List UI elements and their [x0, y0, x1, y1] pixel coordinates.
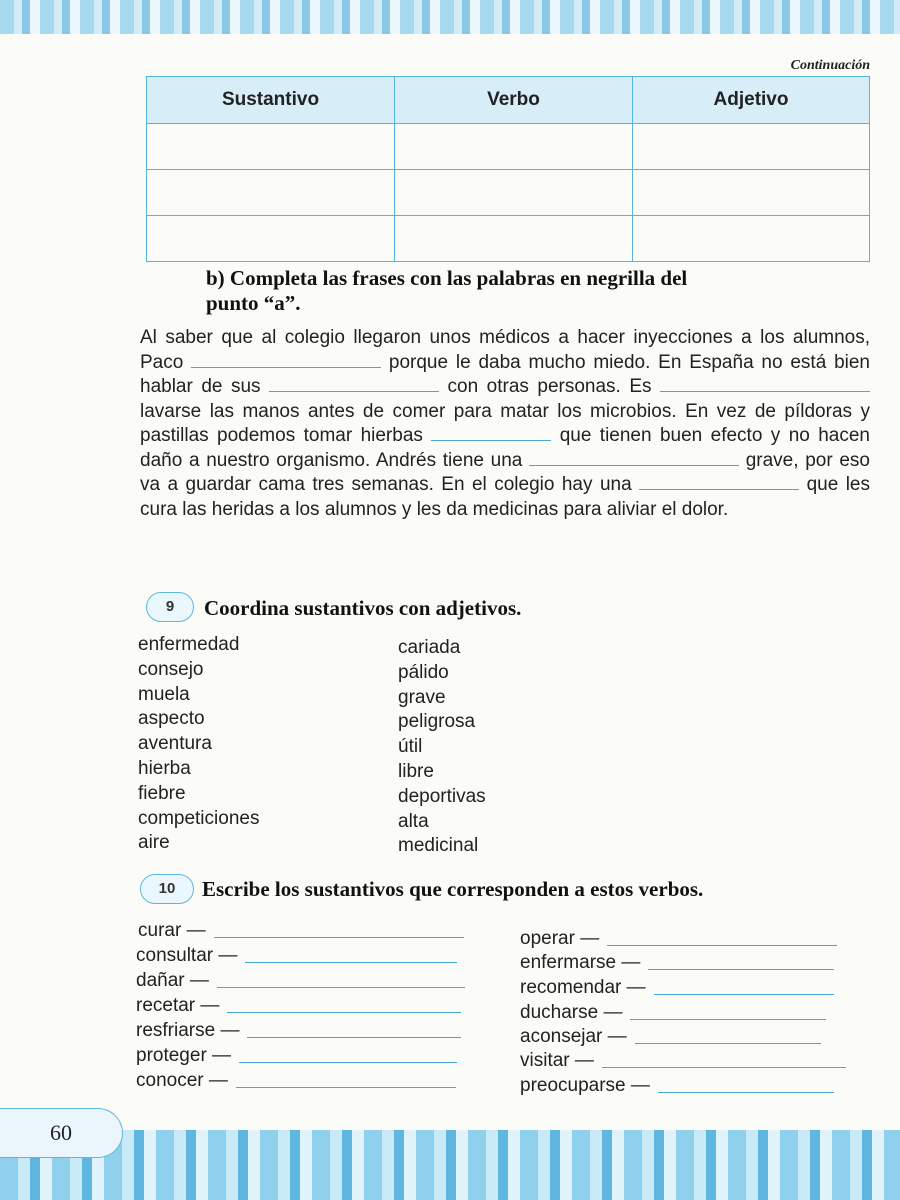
adjective-item: deportivas [398, 785, 486, 807]
page-number: 60 [0, 1108, 123, 1158]
bottom-decorative-band [0, 1130, 900, 1200]
answer-line[interactable] [227, 1011, 461, 1013]
section-b-heading-line2: punto “a”. [206, 291, 301, 315]
verb-row [520, 928, 837, 950]
word-family-table [146, 76, 870, 262]
noun-item: aire [138, 832, 170, 854]
verb-label: curar — [138, 920, 206, 941]
verb-row [138, 920, 464, 942]
answer-line[interactable] [236, 1086, 456, 1088]
table-header-row [147, 77, 870, 124]
answer-blank[interactable] [269, 375, 439, 392]
paragraph-text: Al saber que al colegio llegaron unos médicos a hacer inyecciones a los alumnos, Paco [140, 327, 870, 373]
answer-line[interactable] [630, 1018, 826, 1020]
verb-label: aconsejar — [520, 1026, 627, 1047]
verb-label: ducharse — [520, 1002, 623, 1023]
verb-label: visitar — [520, 1050, 594, 1071]
column-header-adjetivo: Adjetivo [633, 77, 870, 124]
verb-label: enfermarse — [520, 952, 641, 973]
top-decorative-band [0, 0, 900, 34]
verb-row [520, 1050, 846, 1072]
verb-row [520, 1026, 821, 1048]
table-cell[interactable] [395, 170, 633, 216]
column-header-sustantivo: Sustantivo [147, 77, 395, 124]
answer-line[interactable] [658, 1091, 834, 1093]
verb-label: resfriarse — [136, 1020, 240, 1041]
verb-row [520, 977, 834, 999]
verb-label: consultar — [136, 945, 238, 966]
answer-line[interactable] [214, 936, 464, 938]
adjective-item: alta [398, 810, 429, 832]
fill-in-paragraph [140, 326, 870, 522]
table-cell[interactable] [633, 170, 870, 216]
answer-blank[interactable] [639, 473, 799, 490]
verb-label: operar — [520, 928, 600, 949]
section-b-heading-line1: b) Completa las frases con las palabras en negrilla del [206, 266, 688, 290]
exercise-10-title: Escribe los sustantivos que corresponden a estos verbos. [202, 877, 704, 901]
verb-label: recetar — [136, 995, 220, 1016]
verb-row [136, 1020, 461, 1042]
noun-item: hierba [138, 757, 191, 779]
noun-item: aventura [138, 733, 212, 755]
answer-blank[interactable] [529, 449, 739, 466]
paragraph-text: lavarse las manos antes de comer para matar los microbios. En vez de píldoras y pastillas podemos tomar hierbas [140, 400, 870, 446]
table-cell[interactable] [633, 216, 870, 262]
verb-row [136, 995, 461, 1017]
verb-row [520, 1002, 826, 1024]
noun-list [138, 633, 259, 856]
exercise-10-badge: 10 [140, 874, 194, 904]
table-cell[interactable] [395, 124, 633, 170]
adjective-item: medicinal [398, 835, 479, 857]
answer-line[interactable] [239, 1061, 457, 1063]
exercise-9-title: Coordina sustantivos con adjetivos. [204, 596, 522, 620]
paragraph-text: porque le daba mucho miedo. En España no está bien hablar de sus [140, 351, 870, 397]
noun-item: fiebre [138, 782, 186, 804]
answer-blank[interactable] [191, 351, 381, 368]
adjective-item: útil [398, 736, 423, 758]
answer-line[interactable] [247, 1036, 461, 1038]
table-cell[interactable] [147, 216, 395, 262]
noun-item: enfermedad [138, 634, 240, 655]
verb-label: recomendar — [520, 977, 646, 998]
table-row [147, 216, 870, 262]
table-row [147, 124, 870, 170]
adjective-item: pálido [398, 661, 449, 683]
paragraph-text: que les cura las heridas a los alumnos y les da medicinas para aliviar el dolor. [140, 474, 870, 520]
answer-line[interactable] [648, 968, 834, 970]
answer-line[interactable] [607, 944, 837, 946]
table-cell[interactable] [633, 124, 870, 170]
answer-line[interactable] [602, 1066, 846, 1068]
adjective-item: libre [398, 760, 434, 782]
adjective-item: cariada [398, 637, 461, 658]
verb-label: conocer — [136, 1070, 228, 1091]
paragraph-text: que tienen buen efecto y no hacen daño a nuestro organismo. Andrés tiene una [140, 425, 870, 471]
verb-row [136, 1045, 457, 1067]
answer-line[interactable] [245, 961, 457, 963]
noun-item: aspecto [138, 708, 205, 730]
exercise-9-badge: 9 [146, 592, 194, 622]
table-cell[interactable] [395, 216, 633, 262]
answer-line[interactable] [654, 993, 834, 995]
table-cell[interactable] [147, 170, 395, 216]
column-header-verbo: Verbo [395, 77, 633, 124]
noun-item: muela [138, 683, 190, 705]
table-cell[interactable] [147, 124, 395, 170]
noun-item: competiciones [138, 807, 260, 829]
verb-label: dañar — [136, 970, 209, 991]
continuation-label: Continuación [790, 58, 870, 73]
answer-line[interactable] [635, 1042, 821, 1044]
table-row [147, 170, 870, 216]
verb-label: proteger — [136, 1045, 232, 1066]
paragraph-text: con otras personas. Es [447, 376, 652, 397]
verb-label: preocuparse — [520, 1075, 650, 1096]
verb-row [136, 1070, 456, 1092]
adjective-item: grave [398, 686, 446, 708]
answer-blank[interactable] [431, 424, 551, 441]
paragraph-text: grave, por eso va a guardar cama tres semanas. En el colegio hay una [140, 449, 870, 495]
verb-row [136, 970, 465, 992]
noun-item: consejo [138, 658, 204, 680]
verb-row [520, 952, 834, 974]
verb-row [520, 1075, 834, 1097]
adjective-item: peligrosa [398, 711, 476, 733]
verb-row [136, 945, 457, 967]
answer-blank[interactable] [660, 375, 870, 392]
answer-line[interactable] [217, 986, 465, 988]
adjective-list [398, 636, 486, 859]
